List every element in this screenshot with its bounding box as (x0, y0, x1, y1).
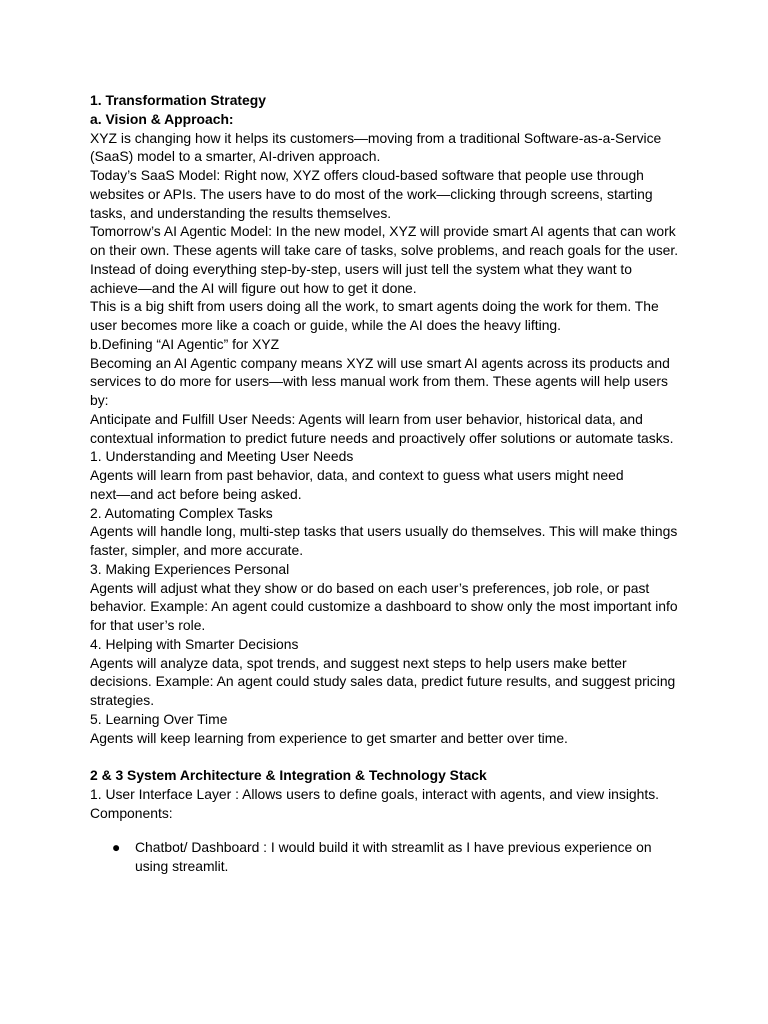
bullet-list-item (90, 838, 680, 876)
paragraph-line: Anticipate and Fulfill User Needs: Agents will learn from user behavior, historical data, and (90, 410, 643, 427)
bullet-text-line: Chatbot/ Dashboard : I would build it with streamlit as I have previous experience on (135, 839, 652, 856)
paragraph-line: decisions. Example: An agent could study sales data, predict future results, and suggest pricing (90, 673, 676, 690)
paragraph-line: achieve—and the AI will figure out how to get it done. (90, 279, 417, 296)
paragraph-line: Agents will keep learning from experience to get smarter and better over time. (90, 729, 568, 746)
paragraph-line: behavior. Example: An agent could customize a dashboard to show only the most important info (90, 598, 678, 615)
paragraph-line: Agents will adjust what they show or do based on each user’s preferences, job role, or past (90, 579, 650, 596)
paragraph-line: XYZ is changing how it helps its customers—moving from a traditional Software-as-a-Service (90, 129, 662, 146)
paragraph-line: Instead of doing everything step-by-step, users will just tell the system what they want to (90, 260, 632, 277)
paragraph-line: strategies. (90, 692, 155, 708)
list-item-title: 1. Understanding and Meeting User Needs (90, 448, 354, 465)
paragraph-line: services to do more for users—with less manual work from them. These agents will help users (90, 373, 668, 390)
paragraph-line: 1. User Interface Layer : Allows users to define goals, interact with agents, and view insights. (90, 785, 660, 802)
list-item-title: 5. Learning Over Time (90, 710, 228, 727)
list-item-title: 4. Helping with Smarter Decisions (90, 635, 299, 652)
paragraph-line: Today’s SaaS Model: Right now, XYZ offers cloud-based software that people use through (90, 167, 644, 183)
paragraph-line: Becoming an AI Agentic company means XYZ will use smart AI agents across its products and (90, 354, 670, 371)
section-heading-transformation-strategy: 1. Transformation Strategy (90, 92, 266, 108)
paragraph-line: tasks, and understanding the results themselves. (90, 204, 392, 221)
bullet-text-line: using streamlit. (135, 858, 229, 874)
section-heading-system-architecture: 2 & 3 System Architecture & Integration & Technology Stack (90, 767, 487, 783)
list-item-title: 3. Making Experiences Personal (90, 560, 290, 577)
document-page (90, 91, 680, 876)
paragraph-line: for that user’s role. (90, 617, 206, 633)
paragraph-line: Agents will handle long, multi-step tasks that users usually do themselves. This will make things (90, 523, 678, 540)
paragraph-line: websites or APIs. The users have to do most of the work—clicking through screens, starting (90, 185, 653, 202)
list-item-title: 2. Automating Complex Tasks (90, 504, 273, 521)
paragraph-line: on their own. These agents will take care of tasks, solve problems, and reach goals for the user. (90, 242, 679, 258)
paragraph-line: Agents will learn from past behavior, data, and context to guess what users might need (90, 467, 624, 483)
paragraph-line: (SaaS) model to a smarter, AI-driven approach. (90, 148, 381, 165)
bullet-icon: ● (112, 839, 121, 856)
paragraph-line: user becomes more like a coach or guide, while the AI does the heavy lifting. (90, 317, 561, 333)
paragraph-line: This is a big shift from users doing all the work, to smart agents doing the work for them. The (90, 298, 659, 315)
subheading-vision-approach: a. Vision & Approach: (90, 110, 234, 127)
paragraph-line: next—and act before being asked. (90, 485, 302, 502)
paragraph-spacer (90, 822, 680, 838)
paragraph-line: faster, simpler, and more accurate. (90, 542, 304, 558)
paragraph-line: Components: (90, 804, 173, 821)
paragraph-line: by: (90, 392, 109, 408)
paragraph-spacer (90, 747, 680, 766)
paragraph-line: Tomorrow’s AI Agentic Model: In the new model, XYZ will provide smart AI agents that can work (90, 223, 676, 240)
paragraph-line: contextual information to predict future needs and proactively offer solutions or automate tasks. (90, 429, 674, 446)
paragraph-line: Agents will analyze data, spot trends, and suggest next steps to help users make better (90, 654, 627, 671)
subheading-defining-ai-agentic: b.Defining “AI Agentic” for XYZ (90, 335, 280, 352)
